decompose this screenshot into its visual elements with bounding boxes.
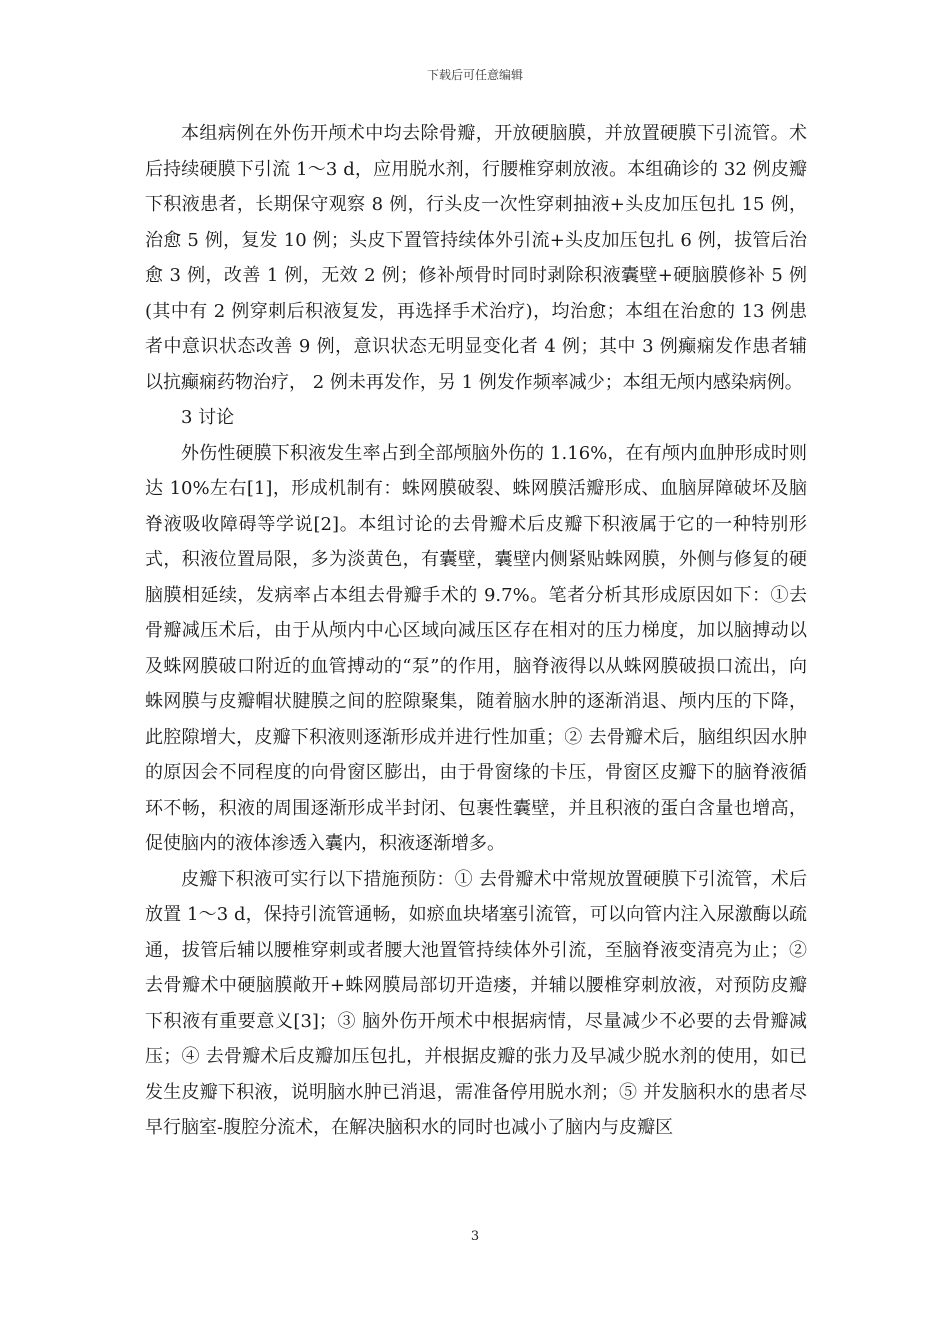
page-header: 下载后可任意编辑: [426, 68, 523, 82]
document-body: [145, 116, 807, 1146]
mechanism-paragraph: 外伤性硬膜下积液发生率占到全部颅脑外伤的 1.16%，在有颅内血肿形成时则达 10%左右[1]，形成机制有：蛛网膜破裂、蛛网膜活瓣形成、血脑屏障破坏及脑脊液吸收障碍等学说[2]。本组讨论的去骨瓣术后皮瓣下积液属于它的一种特别形式，积液位置局限，多为淡黄色，有囊壁，囊壁内侧紧贴蛛网膜，外侧与修复的硬脑膜相延续，发病率占本组去骨瓣手术的 9.7%。笔者分析其形成原因如下：①去骨瓣减压术后，由于从颅内中心区域向减压区存在相对的压力梯度，加以脑搏动以及蛛网膜破口附近的血管搏动的“泵”的作用，脑脊液得以从蛛网膜破损口流出，向蛛网膜与皮瓣帽状腱膜之间的腔隙聚集，随着脑水肿的逐渐消退、颅内压的下降，此腔隙增大，皮瓣下积液则逐渐形成并进行性加重；② 去骨瓣术后，脑组织因水肿的原因会不同程度的向骨窗区膨出，由于骨窗缘的卡压，骨窗区皮瓣下的脑脊液循环不畅，积液的周围逐渐形成半封闭、包裹性囊壁，并且积液的蛋白含量也增高，促使脑内的液体渗透入囊内，积液逐渐增多。: [145, 442, 807, 854]
discussion-heading: 3 讨论: [181, 407, 235, 428]
prevention-paragraph: 皮瓣下积液可实行以下措施预防：① 去骨瓣术中常规放置硬膜下引流管，术后放置 1～3 d，保持引流管通畅，如瘀血块堵塞引流管，可以向管内注入尿激酶以疏通，拔管后辅以腰椎穿刺或者腰大池置管持续体外引流，至脑脊液变清亮为止；② 去骨瓣术中硬脑膜敞开+蛛网膜局部切开造瘘，并辅以腰椎穿刺放液，对预防皮瓣下积液有重要意义[3]；③ 脑外伤开颅术中根据病情，尽量减少不必要的去骨瓣减压；④ 去骨瓣术后皮瓣加压包扎，并根据皮瓣的张力及早减少脱水剂的使用，如已发生皮瓣下积液，说明脑水肿已消退，需准备停用脱水剂；⑤ 并发脑积水的患者尽早行脑室-腹腔分流术，在解决脑积水的同时也减小了脑内与皮瓣区: [145, 868, 807, 1138]
results-paragraph: 本组病例在外伤开颅术中均去除骨瓣，开放硬脑膜，并放置硬膜下引流管。术后持续硬膜下引流 1～3 d，应用脱水剂，行腰椎穿刺放液。本组确诊的 32 例皮瓣下积液患者，长期保守观察 8 例，行头皮一次性穿刺抽液+头皮加压包扎 15 例，治愈 5 例，复发 10 例；头皮下置管持续体外引流+头皮加压包扎 6 例，拔管后治愈 3 例，改善 1 例，无效 2 例；修补颅骨时同时剥除积液囊壁+硬脑膜修补 5 例(其中有 2 例穿刺后积液复发，再选择手术治疗)，均治愈；本组在治愈的 13 例患者中意识状态改善 9 例，意识状态无明显变化者 4 例；其中 3 例癫痫发作患者辅以抗癫痫药物治疗， 2 例未再发作，另 1 例发作频率减少；本组无颅内感染病例。: [145, 123, 807, 393]
page-number: 3: [470, 1229, 480, 1244]
